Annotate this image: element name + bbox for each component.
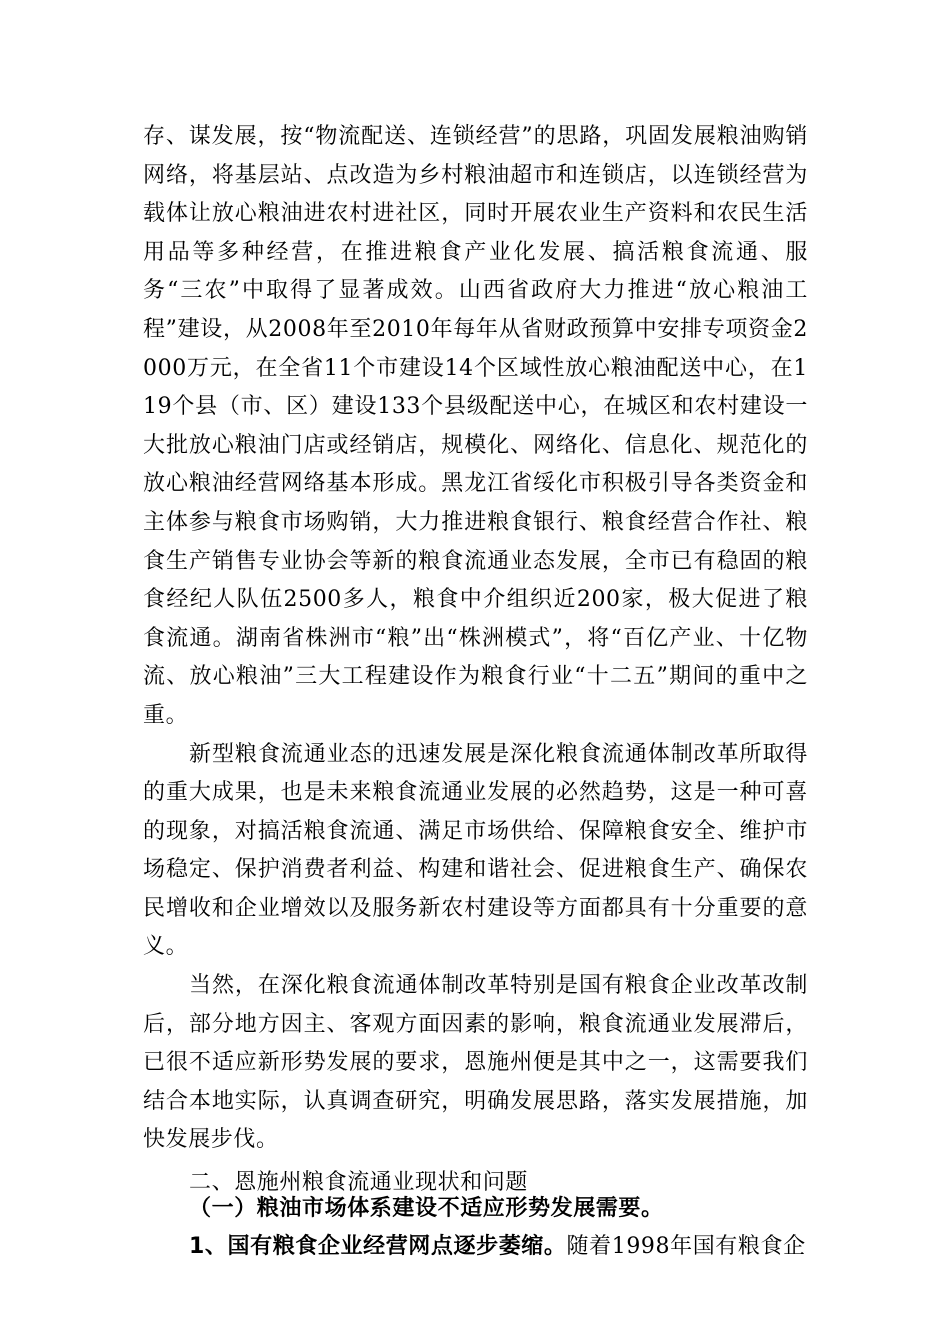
subsection-heading: （一）粮油市场体系建设不适应形势发展需要。 xyxy=(189,1196,664,1222)
document-page xyxy=(143,118,808,1267)
paragraph-new-formats: 新型粮食流通业态的迅速发展是深化粮食流通体制改革所取得的重大成果，也是未来粮食流通业发展的必然趋势，这是一种可喜的现象，对搞活粮食流通、满足市场供给、保障粮食安全、维护市场稳定、保护消费者利益、构建和谐社会、促进粮食生产、确保农民增收和企业增效以及服务新农村建设等方面都具有十分重要的意义。 xyxy=(143,741,808,960)
item-lead: 1、国有粮食企业经营网点逐步萎缩。 xyxy=(189,1234,567,1260)
item-text: 随着1998年国有粮食企 xyxy=(566,1234,806,1260)
paragraph-enshi-lagging: 当然，在深化粮食流通体制改革特别是国有粮食企业改革改制后，部分地方因主、客观方面因素的影响，粮食流通业发展滞后，已很不适应新形势发展的要求，恩施州便是其中之一，这需要我们结合本地实际，认真调查研究，明确发展思路，落实发展措施，加快发展步伐。 xyxy=(143,973,808,1153)
item-paragraph xyxy=(143,1228,808,1267)
paragraph-continuation: 存、谋发展，按“物流配送、连锁经营”的思路，巩固发展粮油购销网络，将基层站、点改造为乡村粮油超市和连锁店，以连锁经营为载体让放心粮油进农村进社区，同时开展农业生产资料和农民生活用品等多种经营，在推进粮食产业化发展、搞活粮食流通、服务“三农”中取得了显著成效。山西省政府大力推进“放心粮油工程”建设，从2008年至2010年每年从省财政预算中安排专项资金2000万元，在全省11个市建设14个区域性放心粮油配送中心，在119个县（市、区）建设133个县级配送中心，在城区和农村建设一大批放心粮油门店或经销店，规模化、网络化、信息化、规范化的放心粮油经营网络基本形成。黑龙江省绥化市积极引导各类资金和主体参与粮食市场购销，大力推进粮食银行、粮食经营合作社、粮食生产销售专业协会等新的粮食流通业态发展，全市已有稳固的粮食经纪人队伍2500多人，粮食中介组织近200家，极大促进了粮食流通。湖南省株洲市“粮”出“株洲模式”，将“百亿产业、十亿物流、放心粮油”三大工程建设作为粮食行业“十二五”期间的重中之重。 xyxy=(143,124,808,728)
section-heading: 二、恩施州粮食流通业现状和问题 xyxy=(189,1170,529,1196)
